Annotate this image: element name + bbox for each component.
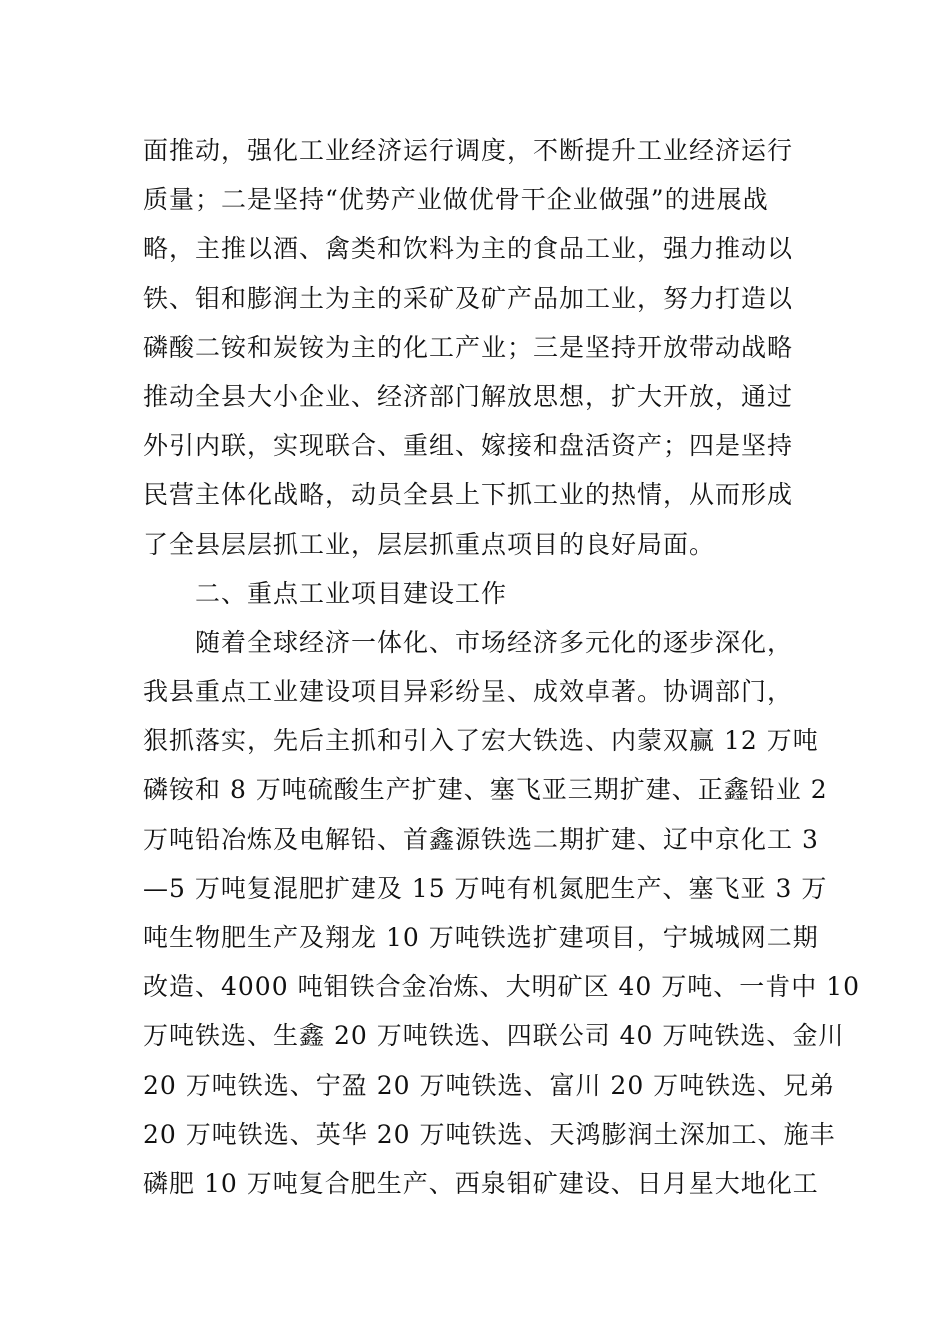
paragraph-line: 我县重点工业建设项目异彩纷呈、成效卓著。协调部门，	[143, 677, 794, 707]
paragraph-line: 万吨铅冶炼及电解铅、首鑫源铁选二期扩建、辽中京化工 3	[143, 824, 819, 854]
paragraph-line: 推动全县大小企业、经济部门解放思想，扩大开放，通过	[143, 381, 794, 411]
paragraph-line: 铁、钼和膨润土为主的采矿及矿产品加工业，努力打造以	[143, 283, 794, 313]
paragraph-line: 面推动，强化工业经济运行调度，不断提升工业经济运行	[143, 136, 794, 165]
paragraph-line: 略，主推以酒、禽类和饮料为主的食品工业，强力推动以	[143, 234, 794, 264]
paragraph-line: 磷肥 10 万吨复合肥生产、西泉钼矿建设、日月星大地化工	[143, 1168, 819, 1198]
paragraph-line: 质量；二是坚持“优势产业做优骨干企业做强”的进展战	[143, 185, 769, 215]
paragraph-line: 随着全球经济一体化、市场经济多元化的逐步深化，	[195, 627, 794, 657]
paragraph-line: 20 万吨铁选、英华 20 万吨铁选、天鸿膨润土深加工、施丰	[143, 1119, 836, 1149]
paragraph-line: 20 万吨铁选、宁盈 20 万吨铁选、富川 20 万吨铁选、兄弟	[143, 1070, 836, 1100]
paragraph-line: 磷酸二铵和炭铵为主的化工产业；三是坚持开放带动战略	[143, 332, 794, 362]
paragraph-line: 民营主体化战略，动员全县上下抓工业的热情，从而形成	[143, 480, 794, 510]
paragraph-line: —5 万吨复混肥扩建及 15 万吨有机氮肥生产、塞飞亚 3 万	[143, 873, 828, 903]
paragraph-line: 磷铵和 8 万吨硫酸生产扩建、塞飞亚三期扩建、正鑫铅业 2	[143, 775, 828, 805]
body-text	[143, 126, 861, 1208]
paragraph-line: 改造、4000 吨钼铁合金冶炼、大明矿区 40 万吨、一肯中 10	[143, 972, 861, 1002]
paragraph-line: 万吨铁选、生鑫 20 万吨铁选、四联公司 40 万吨铁选、金川	[143, 1021, 845, 1051]
paragraph-line: 狠抓落实，先后主抓和引入了宏大铁选、内蒙双赢 12 万吨	[143, 726, 819, 756]
paragraph-line: 外引内联，实现联合、重组、嫁接和盘活资产；四是坚持	[143, 431, 794, 461]
paragraph-line: 了全县层层抓工业，层层抓重点项目的良好局面。	[143, 529, 716, 559]
section-heading: 二、重点工业项目建设工作	[195, 578, 508, 608]
paragraph-line: 吨生物肥生产及翔龙 10 万吨铁选扩建项目，宁城城网二期	[143, 923, 819, 952]
